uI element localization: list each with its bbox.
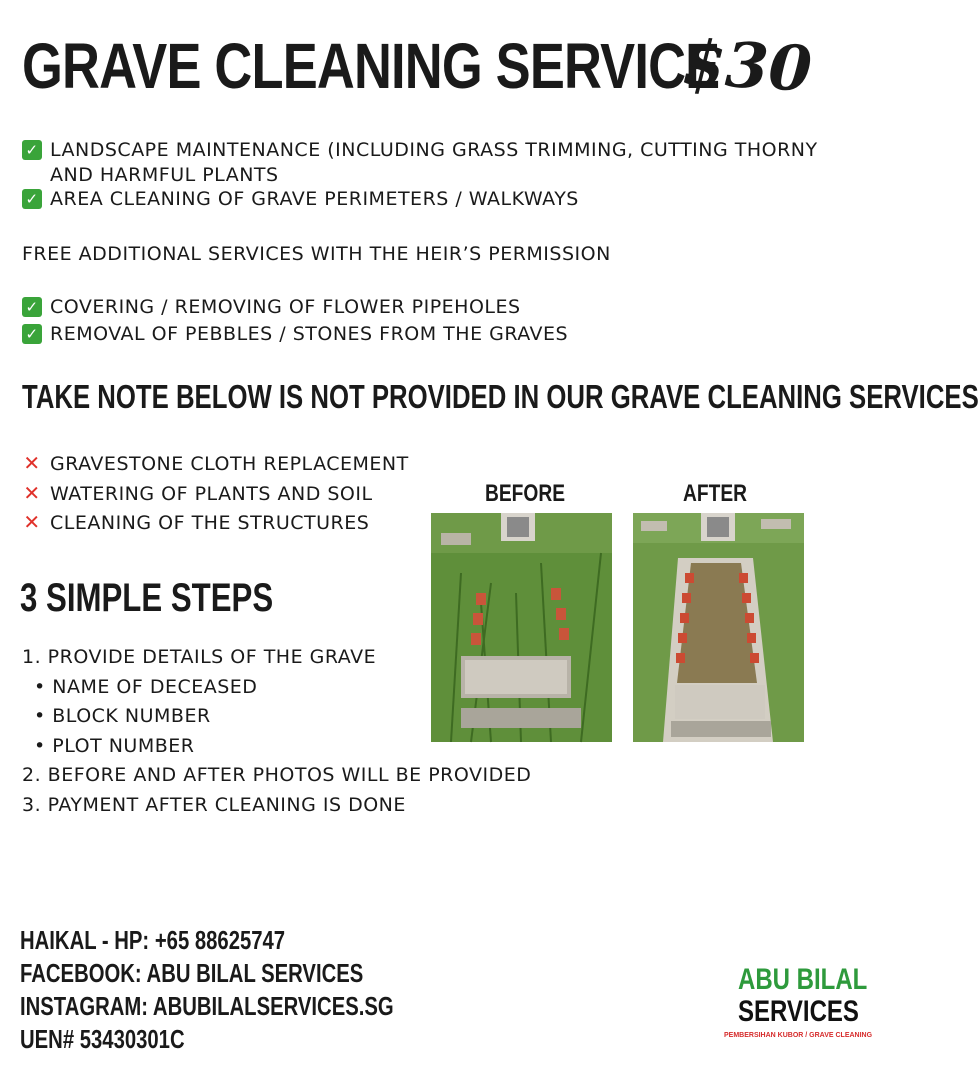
before-photo-image <box>431 513 612 742</box>
step-2: 2. BEFORE AND AFTER PHOTOS WILL BE PROVIDED <box>22 764 532 786</box>
brand-tagline: PEMBERSIHAN KUBOR / GRAVE CLEANING <box>724 1032 873 1039</box>
after-photo <box>633 513 804 742</box>
not-provided-list <box>22 452 442 536</box>
cross-icon: ✕ <box>23 451 41 475</box>
step-1: 1. PROVIDE DETAILS OF THE GRAVE <box>22 646 377 668</box>
free-services-list <box>22 295 822 346</box>
steps-heading: 3 SIMPLE STEPS <box>20 576 274 620</box>
step-3: 3. PAYMENT AFTER CLEANING IS DONE <box>22 793 406 816</box>
list-item <box>22 295 822 320</box>
list-item <box>22 138 822 187</box>
cross-icon: ✕ <box>23 480 41 505</box>
brand-logo <box>724 963 873 1039</box>
list-item: • NAME OF DECEASED <box>34 675 258 698</box>
before-label: BEFORE <box>484 480 565 507</box>
cross-icon: ✕ <box>23 510 41 535</box>
page-title: GRAVE CLEANING SERVICE <box>22 30 720 102</box>
included-item-text: LANDSCAPE MAINTENANCE (INCLUDING GRASS TRIMMING, CUTTING THORNY AND HARMFUL PLANTS <box>50 139 818 186</box>
check-icon: ✓ <box>22 140 42 160</box>
check-icon: ✓ <box>22 297 42 317</box>
price: $30 <box>680 26 814 106</box>
list-item <box>22 452 442 477</box>
check-icon: ✓ <box>22 324 42 344</box>
list-item <box>22 322 822 347</box>
contact-facebook: FACEBOOK: ABU BILAL SERVICES <box>20 958 364 988</box>
contact-phone: HAIKAL - HP: +65 88625747 <box>20 925 286 955</box>
brand-line-1: ABU BILAL <box>738 963 868 996</box>
contact-block <box>20 924 394 1056</box>
free-item-text: COVERING / REMOVING OF FLOWER PIPEHOLES <box>50 296 521 318</box>
list-item <box>22 511 442 536</box>
included-item-text: AREA CLEANING OF GRAVE PERIMETERS / WALKWAYS <box>50 188 579 211</box>
list-item <box>22 187 822 212</box>
free-item-text: REMOVAL OF PEBBLES / STONES FROM THE GRAVES <box>50 322 569 345</box>
check-icon: ✓ <box>22 189 42 209</box>
list-item: • PLOT NUMBER <box>34 734 195 757</box>
list-item: • BLOCK NUMBER <box>34 705 211 727</box>
brand-line-2: SERVICES <box>738 995 859 1028</box>
contact-uen: UEN# 53430301C <box>20 1024 185 1054</box>
sub-item-text: PLOT NUMBER <box>52 734 195 757</box>
after-label: AFTER <box>683 480 747 507</box>
note-heading: TAKE NOTE BELOW IS NOT PROVIDED IN OUR GRAVE CLEANING SERVICES <box>22 378 979 415</box>
before-photo <box>431 513 612 742</box>
list-item <box>22 482 442 507</box>
after-photo-image <box>633 513 804 742</box>
sub-item-text: BLOCK NUMBER <box>52 705 211 727</box>
contact-instagram: INSTAGRAM: ABUBILALSERVICES.SG <box>20 991 394 1021</box>
not-provided-text: CLEANING OF THE STRUCTURES <box>50 512 370 535</box>
not-provided-text: GRAVESTONE CLOTH REPLACEMENT <box>50 453 409 475</box>
included-list <box>22 138 822 212</box>
free-services-heading: FREE ADDITIONAL SERVICES WITH THE HEIR’S PERMISSION <box>22 243 611 265</box>
not-provided-text: WATERING OF PLANTS AND SOIL <box>50 482 373 505</box>
sub-item-text: NAME OF DECEASED <box>52 675 258 698</box>
